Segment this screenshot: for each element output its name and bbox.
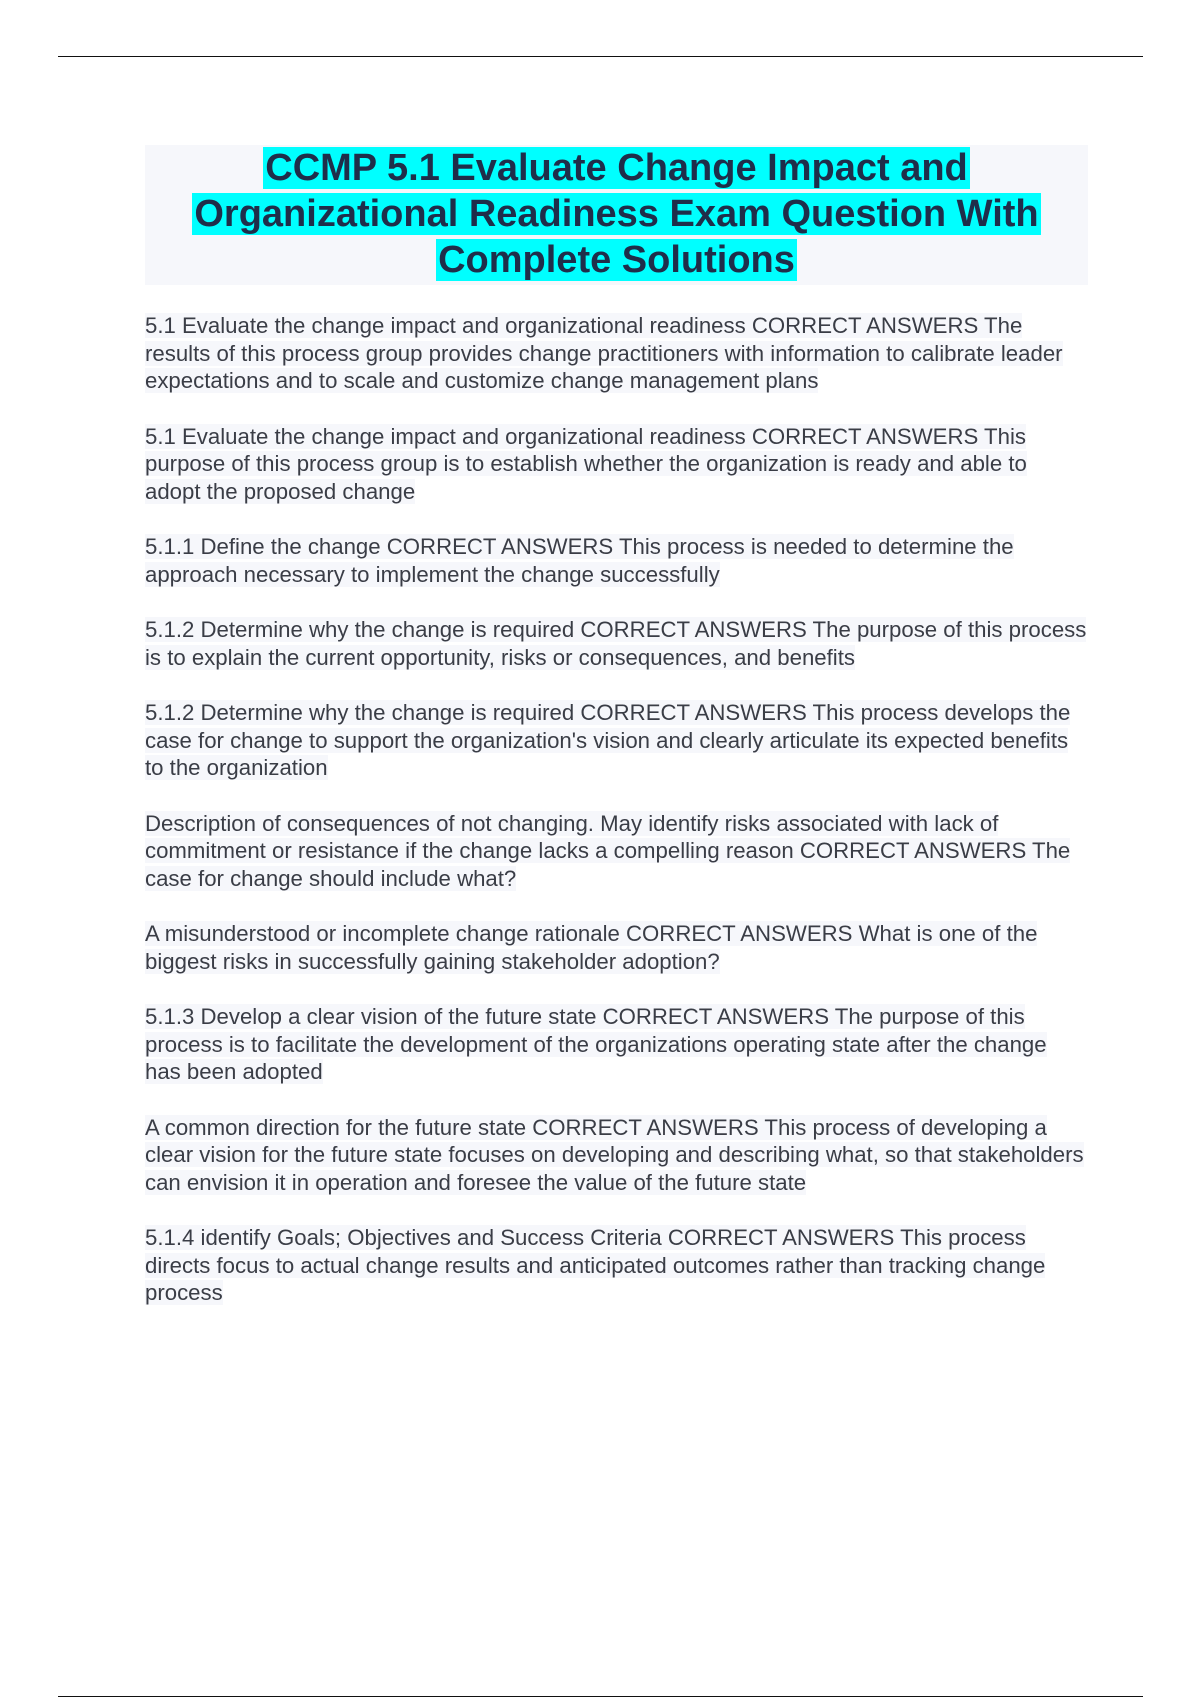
qa-item-4 [145,616,1088,671]
qa-item-6-text: Description of consequences of not changing. May identify risks associated with lack of commitment or resistance if the change lacks a compelling reason CORRECT ANSWERS The case for change should include what? [145,810,1071,891]
qa-item-1 [145,312,1088,395]
document-title [145,145,1088,283]
qa-item-5-text: 5.1.2 Determine why the change is required CORRECT ANSWERS This process develops the case for change to support the organization's vision and clearly articulate its expected benefits to the organization [145,700,1071,780]
qa-item-3 [145,533,1088,588]
title-block [145,145,1088,285]
qa-item-8 [145,1003,1088,1086]
qa-item-3-text: 5.1.1 Define the change CORRECT ANSWERS This process is needed to determine the approach necessary to implement the change successfully [145,534,1014,587]
qa-item-8-text: 5.1.3 Develop a clear vision of the future state CORRECT ANSWERS The purpose of this process is to facilitate the development of the organizations operating state after the change has been adopted [145,1004,1047,1084]
document-title-text: CCMP 5.1 Evaluate Change Impact and Organizational Readiness Exam Question With Complete Solutions [194,147,1039,281]
qa-item-9-text: A common direction for the future state CORRECT ANSWERS This process of developing a clear vision for the future state focuses on developing and describing what, so that stakeholders can envision it in operation and foresee the value of the future state [145,1114,1084,1195]
qa-item-10-text: 5.1.4 identify Goals; Objectives and Success Criteria CORRECT ANSWERS This process directs focus to actual change results and anticipated outcomes rather than tracking change process [145,1225,1046,1305]
qa-item-1-text: 5.1 Evaluate the change impact and organizational readiness CORRECT ANSWERS The results of this process group provides change practitioners with information to calibrate leader expectations and to scale and customize change management plans [145,313,1063,393]
qa-item-6 [145,810,1088,893]
qa-item-10 [145,1224,1088,1307]
qa-item-5 [145,699,1088,782]
bottom-rule [58,1696,1143,1697]
qa-item-7-text: A misunderstood or incomplete change rationale CORRECT ANSWERS What is one of the biggest risks in successfully gaining stakeholder adoption? [145,921,1038,974]
qa-item-2 [145,423,1088,506]
qa-item-4-text: 5.1.2 Determine why the change is required CORRECT ANSWERS The purpose of this process is to explain the current opportunity, risks or consequences, and benefits [145,617,1087,670]
qa-item-9 [145,1114,1088,1197]
qa-list [145,312,1088,1335]
qa-item-7 [145,920,1088,975]
qa-item-2-text: 5.1 Evaluate the change impact and organizational readiness CORRECT ANSWERS This purpose of this process group is to establish whether the organization is ready and able to adopt the proposed change [145,423,1027,504]
top-rule [58,56,1143,57]
